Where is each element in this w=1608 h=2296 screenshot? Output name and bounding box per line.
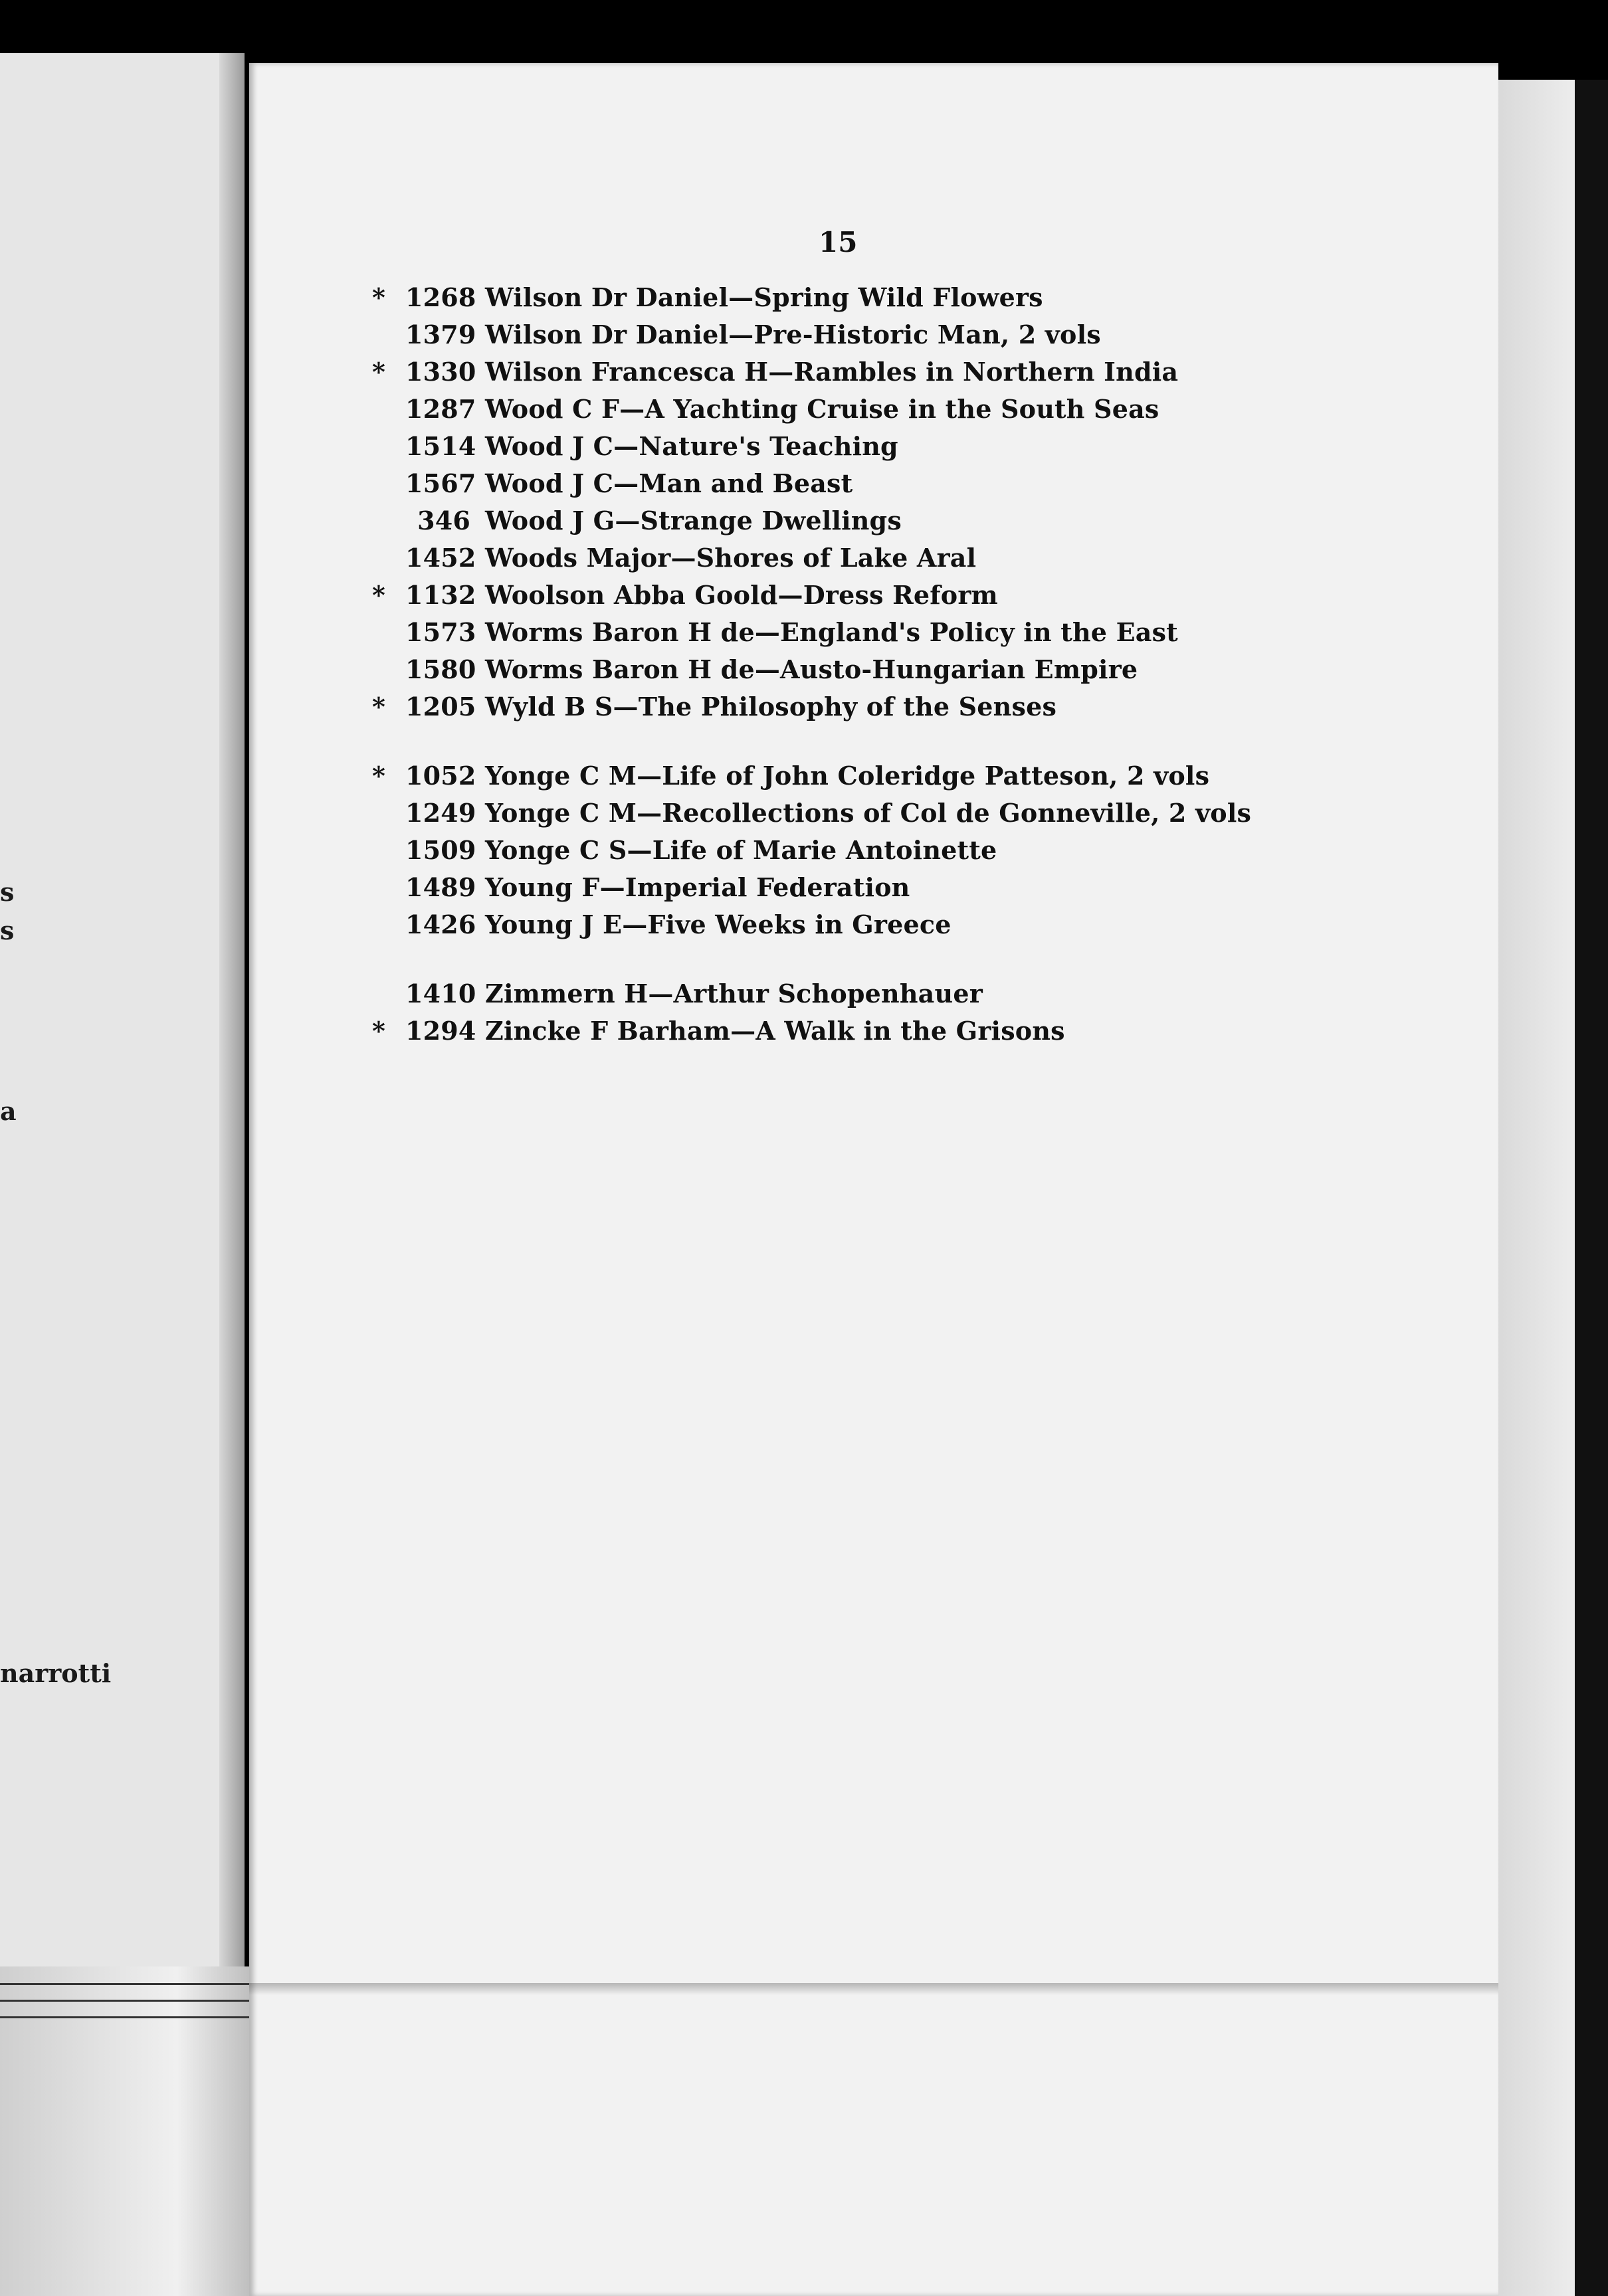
entry-text: Zimmern H—Arthur Schopenhauer (485, 979, 983, 1008)
left-page-fragment: s (0, 877, 15, 907)
left-adjacent-page (0, 53, 245, 1980)
entry-marker: * (372, 282, 386, 312)
page-number: 15 (819, 226, 858, 258)
entry-text: Wilson Dr Daniel—Spring Wild Flowers (485, 282, 1043, 312)
catalogue-entry (372, 979, 1251, 1016)
catalogue-entry (372, 320, 1251, 357)
page-stack-line (0, 2000, 252, 2002)
entry-number: 1294 (405, 1016, 476, 1046)
left-page-fragment: a (0, 1096, 17, 1126)
entry-text: Woods Major—Shores of Lake Aral (485, 543, 977, 573)
page-stack-line (0, 1983, 252, 1985)
entry-text: Wood C F—A Yachting Cruise in the South Seas (485, 394, 1159, 424)
catalogue-entry (372, 654, 1251, 692)
catalogue-entry (372, 394, 1251, 431)
catalogue-list (372, 282, 1251, 1053)
entry-number: 1330 (405, 357, 476, 387)
entry-number: 1249 (405, 798, 476, 828)
entry-number: 1489 (405, 872, 476, 902)
entry-text: Yonge C M—Life of John Coleridge Patteson, 2 vols (485, 761, 1210, 791)
entry-number: 1573 (405, 617, 476, 647)
entry-number: 1580 (405, 654, 476, 684)
entry-number: 1132 (405, 580, 476, 610)
catalogue-entry (372, 835, 1251, 872)
entry-text: Young J E—Five Weeks in Greece (485, 909, 952, 939)
catalogue-entry (372, 543, 1251, 580)
entry-text: Yonge C S—Life of Marie Antoinette (485, 835, 997, 865)
entry-number: 1514 (405, 431, 476, 461)
entry-text: Wood J C—Man and Beast (485, 468, 853, 498)
entry-number: 1452 (405, 543, 476, 573)
entry-number: 1052 (405, 761, 476, 791)
entry-text: Worms Baron H de—Austo-Hungarian Empire (485, 654, 1138, 684)
entry-text: Wood J C—Nature's Teaching (485, 431, 898, 461)
entry-marker: * (372, 580, 386, 610)
left-page-shadow (219, 53, 245, 1980)
entry-marker: * (372, 357, 386, 387)
page-shadow (249, 1983, 1498, 1995)
page-stack-line (0, 2016, 252, 2018)
entry-text: Wilson Dr Daniel—Pre-Historic Man, 2 vols (485, 320, 1101, 349)
catalogue-entry (372, 1016, 1251, 1053)
catalogue-entry (372, 431, 1251, 468)
catalogue-entry (372, 468, 1251, 506)
entry-number: 1268 (405, 282, 476, 312)
entry-text: Wilson Francesca H—Rambles in Northern India (485, 357, 1179, 387)
right-page-edge (1495, 80, 1577, 2296)
catalogue-entry (372, 872, 1251, 909)
entry-number: 346 (417, 506, 470, 535)
entry-text: Woolson Abba Goold—Dress Reform (485, 580, 998, 610)
entry-number: 1426 (405, 909, 476, 939)
catalogue-entry (372, 909, 1251, 947)
catalogue-entry (372, 692, 1251, 729)
catalogue-entry (372, 357, 1251, 394)
catalogue-entry (372, 506, 1251, 543)
catalogue-entry (372, 282, 1251, 320)
entry-text: Yonge C M—Recollections of Col de Gonneville, 2 vols (485, 798, 1252, 828)
entry-number: 1509 (405, 835, 476, 865)
catalogue-entry (372, 580, 1251, 617)
entry-number: 1205 (405, 692, 476, 721)
catalogue-entry (372, 798, 1251, 835)
entry-marker: * (372, 1016, 386, 1046)
entry-number: 1287 (405, 394, 476, 424)
catalogue-entry (372, 617, 1251, 654)
entry-marker: * (372, 761, 386, 791)
left-page-fragment: narrotti (0, 1658, 112, 1688)
entry-number: 1410 (405, 979, 476, 1008)
catalogue-entry (372, 761, 1251, 798)
entry-text: Zincke F Barham—A Walk in the Grisons (485, 1016, 1065, 1046)
entry-text: Young F—Imperial Federation (485, 872, 910, 902)
entry-marker: * (372, 692, 386, 721)
entry-text: Wyld B S—The Philosophy of the Senses (485, 692, 1057, 721)
entry-text: Wood J G—Strange Dwellings (485, 506, 902, 535)
scan-border (1575, 80, 1608, 2296)
entry-text: Worms Baron H de—England's Policy in the East (485, 617, 1178, 647)
left-page-fragment: s (0, 915, 15, 945)
entry-number: 1379 (405, 320, 476, 349)
entry-number: 1567 (405, 468, 476, 498)
